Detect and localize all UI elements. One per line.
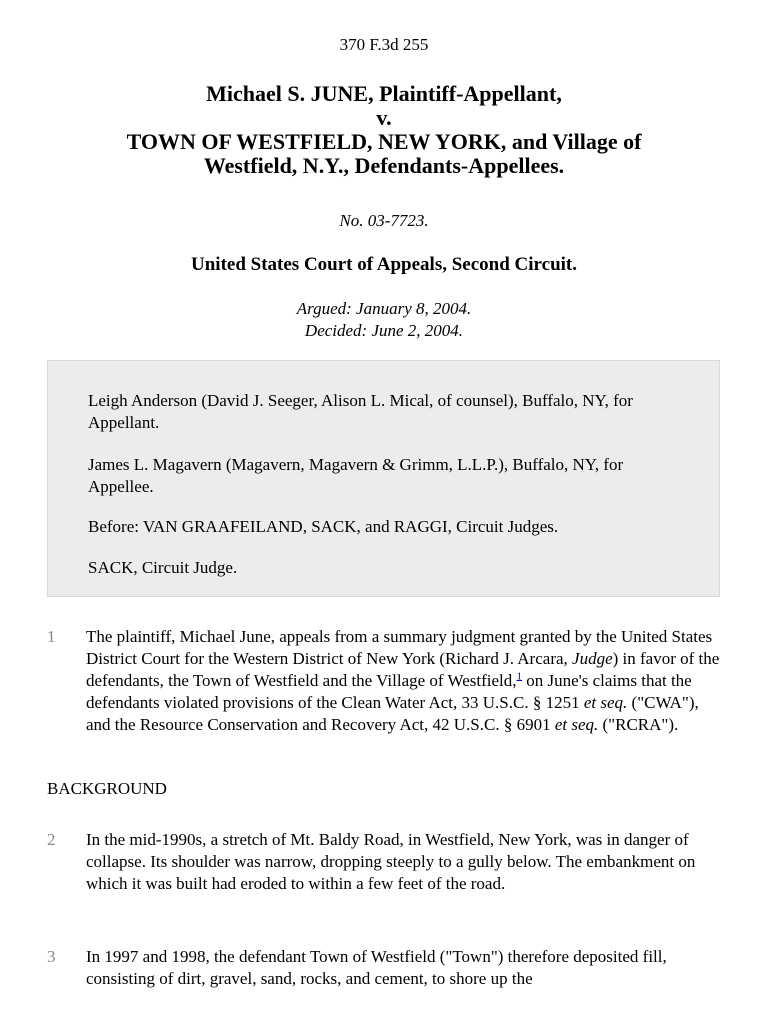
argued-date: Argued: January 8, 2004. xyxy=(296,299,472,318)
counsel-box xyxy=(47,360,720,597)
paragraph-3 xyxy=(47,946,727,990)
case-caption xyxy=(60,82,708,178)
paragraph-number: 2 xyxy=(47,830,56,849)
counsel-appellant: Leigh Anderson (David J. Seeger, Alison L. Mical, of counsel), Buffalo, NY, for Appellant. xyxy=(88,391,633,432)
caption-defendants-line2: Westfield, N.Y., Defendants-Appellees. xyxy=(203,153,565,178)
caption-defendants-line1: TOWN OF WESTFIELD, NEW YORK, and Village of xyxy=(126,129,642,154)
paragraph-2 xyxy=(47,829,727,895)
paragraph-text: The plaintiff, Michael June, appeals from a summary judgment granted by the United States District Court for the Western District of New York (Richard J. Arcara, Judge) in favor of the defendants, the Town of Westfield and the Village of Westfield,$^1$ on June's claims that the defendants violated provisions of the Clean Water Act, 33 U.S.C. § 1251 et seq. ("CWA"), and the Resource Conservation and Recovery Act, 42 U.S.C. § 6901 et seq. ("RCRA"). xyxy=(86,627,720,734)
decided-date: Decided: June 2, 2004. xyxy=(304,321,464,340)
paragraph-number: 3 xyxy=(47,947,56,966)
caption-plaintiff: Michael S. JUNE, Plaintiff-Appellant, xyxy=(206,81,562,106)
paragraph-1 xyxy=(47,626,727,736)
counsel-appellee: James L. Magavern (Magavern, Magavern & Grimm, L.L.P.), Buffalo, NY, for Appellee. xyxy=(88,455,624,496)
paragraph-number: 1 xyxy=(47,627,56,646)
case-dates xyxy=(0,298,768,342)
docket-number: No. 03-7723. xyxy=(339,211,429,230)
court-name: United States Court of Appeals, Second Circuit. xyxy=(191,254,577,275)
opinion-author: SACK, Circuit Judge. xyxy=(88,558,238,577)
paragraph-text: In 1997 and 1998, the defendant Town of Westfield ("Town") therefore deposited fill, consisting of dirt, gravel, sand, rocks, and cement, to shore up the xyxy=(86,947,667,988)
panel-judges: Before: VAN GRAAFEILAND, SACK, and RAGGI, Circuit Judges. xyxy=(88,517,559,536)
footnote-link[interactable]: 1 xyxy=(516,670,522,683)
case-citation: 370 F.3d 255 xyxy=(339,35,429,54)
paragraph-text: In the mid-1990s, a stretch of Mt. Baldy Road, in Westfield, New York, was in danger of collapse. Its shoulder was narrow, dropping steeply to a gully below. The embankment on which it was built had eroded to within a few feet of the road. xyxy=(86,830,696,893)
section-heading-background: BACKGROUND xyxy=(47,779,167,798)
caption-versus: v. xyxy=(376,105,392,130)
